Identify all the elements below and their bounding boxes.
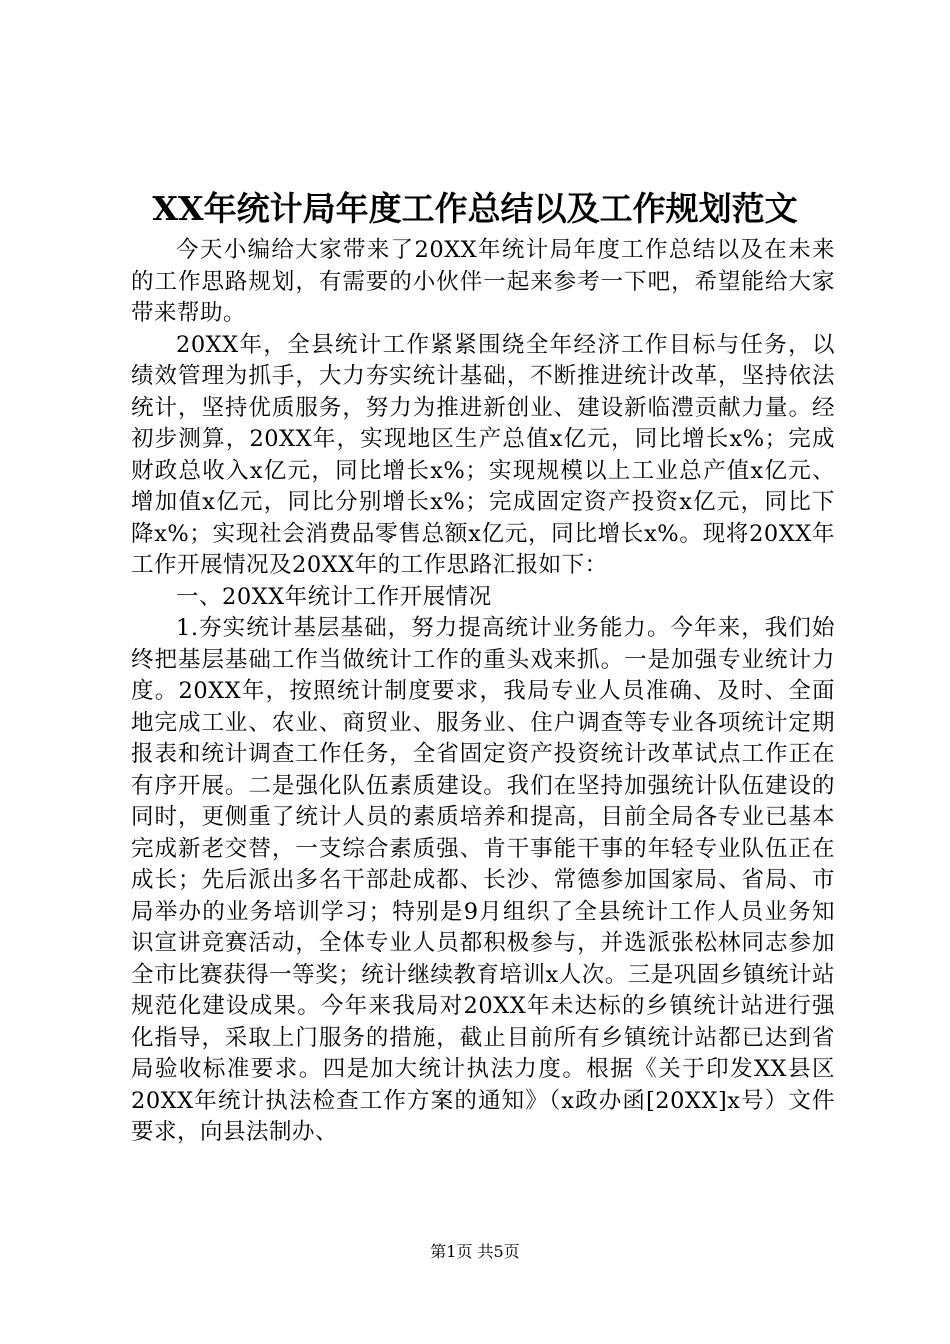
document-title: XX年统计局年度工作总结以及工作规划范文: [152, 189, 798, 228]
paragraph-summary: 20XX年，全县统计工作紧紧围绕全年经济工作目标与任务，以绩效管理为抓手，大力夯实统计基础，不断推进统计改革，坚持依法统计，坚持优质服务，努力为推进新创业、建设新临澧贡献力量。经初步测算，20XX年，实现地区生产总值x亿元，同比增长x%；完成财政总收入x亿元，同比增长x%；实现规模以上工业总产值x亿元、增加值x亿元，同比分别增长x%；完成固定资产投资x亿元，同比下降x%；实现社会消费品零售总额x亿元，同比增长x%。现将20XX年工作开展情况及20XX年的工作思路汇报如下：: [131, 331, 835, 578]
paragraph-item-1: 1.夯实统计基层基础，努力提高统计业务能力。今年来，我们始终把基层基础工作当做统计工作的重头戏来抓。一是加强专业统计力度。20XX年，按照统计制度要求，我局专业人员准确、及时、全面地完成工业、农业、商贸业、服务业、住户调查等专业各项统计定期报表和统计调查工作任务，全省固定资产投资统计改革试点工作正在有序开展。二是强化队伍素质建设。我们在坚持加强统计队伍建设的同时，更侧重了统计人员的素质培养和提高，目前全局各专业已基本完成新老交替，一支综合素质强、肯干事能干事的年轻专业队伍正在成长；先后派出多名干部赴成都、长沙、常德参加国家局、省局、市局举办的业务培训学习；特别是9月组织了全县统计工作人员业务知识宣讲竞赛活动，全体专业人员都积极参与，并选派张松林同志参加全市比赛获得一等奖；统计继续教育培训x人次。三是巩固乡镇统计站规范化建设成果。今年来我局对20XX年未达标的乡镇统计站进行强化指导，采取上门服务的措施，截止目前所有乡镇统计站都已达到省局验收标准要求。四是加大统计执法力度。根据《关于印发XX县区20XX年统计执法检查工作方案的通知》（x政办函[20XX]x号）文件要求，向县法制办、: [131, 615, 835, 1145]
paragraph-intro: 今天小编给大家带来了20XX年统计局年度工作总结以及在未来的工作思路规划，有需要的小伙伴一起来参考一下吧，希望能给大家带来帮助。: [131, 237, 835, 326]
section-heading: 一、20XX年统计工作开展情况: [176, 583, 492, 610]
document-body: [131, 235, 835, 1149]
page-footer: 第1页 共5页: [430, 1242, 520, 1261]
